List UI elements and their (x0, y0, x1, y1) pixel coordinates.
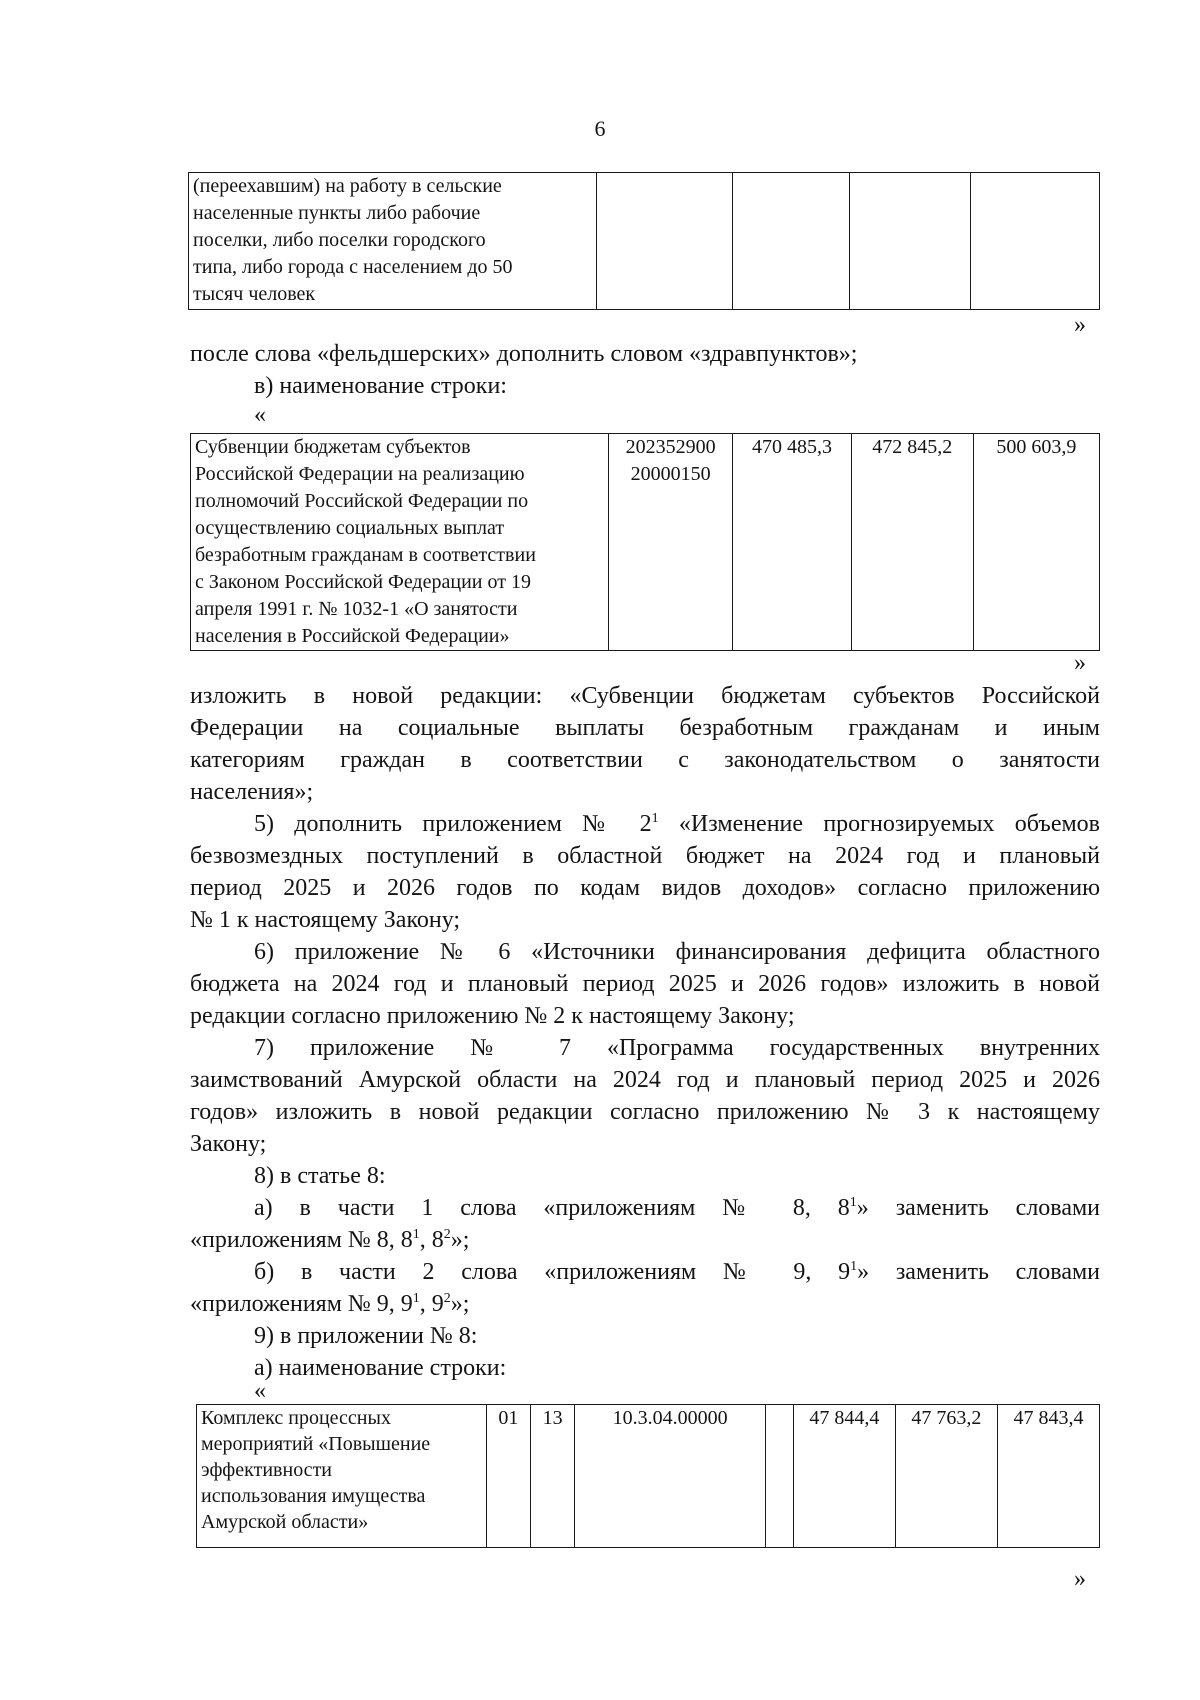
paragraph-line: период 2025 и 2026 годов по кодам видов доходов» согласно приложению (190, 875, 1100, 901)
value-cell-2025: 47 763,2 (895, 1405, 997, 1548)
open-quote: « (254, 1378, 266, 1404)
item-9a-line: а) наименование строки: (254, 1355, 507, 1381)
value-cell-2026 (971, 173, 1100, 310)
list-item-v: в) наименование строки: (254, 373, 507, 399)
paragraph-line: населения»; (190, 779, 314, 805)
paragraph-line: категориям граждан в соответствии с законодательством о занятости (190, 747, 1100, 773)
expense-type-cell (765, 1405, 793, 1548)
paragraph-line: «приложениям № 8, $8^1$, $8^2$»; (190, 1227, 470, 1253)
section-cell: 01 (486, 1405, 530, 1548)
paragraph-line: «приложениям № 9, $9^1$, $9^2$»; (190, 1291, 470, 1317)
paragraph-line: редакции согласно приложению № 2 к настоящему Закону; (190, 1003, 795, 1029)
item-8-line: 8) в статье 8: (254, 1163, 386, 1189)
close-quote: » (1074, 312, 1086, 338)
table-fragment-1 (188, 172, 1100, 310)
paragraph-line: изложить в новой редакции: «Субвенции бюджетам субъектов Российской (190, 683, 1100, 709)
item-8b-line (190, 1256, 1100, 1288)
paragraph-line: годов» изложить в новой редакции согласно приложению № 3 к настоящему (190, 1099, 1100, 1125)
item-7-line: 7) приложение № 7 «Программа государственных внутренних (254, 1035, 1100, 1061)
table-row (191, 434, 1100, 651)
code-cell (596, 173, 733, 310)
item-8a-text: а) в части 1 слова «приложениям № 8, $8^1$» заменить словами (254, 1195, 1100, 1221)
table-fragment-2 (190, 433, 1100, 651)
row-name-text: Субвенции бюджетам субъектов Российской Федерации на реализацию полномочий Российской Федерации по осуществлению социальных выплат безработным гражданам в соответствии с Законом Российской Федерации от 19 апреля 1991 г. № 1032-1 «О занятости населения в Российской Федерации» (195, 436, 536, 647)
value-cell-2025 (850, 173, 971, 310)
row-name-cell (189, 173, 597, 310)
item-6-line: 6) приложение № 6 «Источники финансирования дефицита областного (254, 939, 1100, 965)
value-cell-2026: 500 603,9 (973, 434, 1099, 651)
item-9-line: 9) в приложении № 8: (254, 1323, 478, 1349)
table-fragment-3 (196, 1404, 1100, 1548)
row-name-cell (197, 1405, 487, 1548)
budget-code: 202352900 20000150 (625, 436, 716, 485)
row-name-text: (переехавшим) на работу в сельские населенные пункты либо рабочие поселки, либо поселки городского типа, либо города с населением до 50 тысяч человек (193, 175, 513, 305)
close-quote: » (1074, 1566, 1086, 1592)
value-cell-2025: 472 845,2 (851, 434, 973, 651)
item-5-line (190, 808, 1100, 840)
item-8b-text: б) в части 2 слова «приложениям № 9, $9^1$» заменить словами (254, 1259, 1100, 1285)
table-row (197, 1405, 1100, 1548)
code-cell (608, 434, 733, 651)
paragraph-line: № 1 к настоящему Закону; (190, 907, 461, 933)
value-cell-2026: 47 843,4 (997, 1405, 1099, 1548)
open-quote: « (254, 402, 266, 428)
subsection-cell: 13 (530, 1405, 574, 1548)
paragraph-line: бюджета на 2024 год и плановый период 2025 и 2026 годов» изложить в новой (190, 971, 1100, 997)
value-cell-2024: 47 844,4 (793, 1405, 895, 1548)
row-name-cell (191, 434, 609, 651)
row-name-text: Комплекс процессных мероприятий «Повышение эффективности использования имущества Амурской области» (201, 1407, 431, 1533)
target-article-cell: 10.3.04.00000 (575, 1405, 766, 1548)
page-number: 6 (594, 116, 606, 141)
close-quote: » (1074, 650, 1086, 676)
text-line: после слова «фельдшерских» дополнить словом «здравпунктов»; (190, 341, 858, 367)
paragraph-line: Закону; (190, 1131, 267, 1157)
table-row (189, 173, 1100, 310)
paragraph-line: безвозмездных поступлений в областной бюджет на 2024 год и плановый (190, 843, 1100, 869)
item-5-text: 5) дополнить приложением № $2^1$ «Изменение прогнозируемых объемов (254, 811, 1100, 837)
item-8a-line (190, 1192, 1100, 1224)
value-cell-2024 (733, 173, 850, 310)
value-cell-2024: 470 485,3 (733, 434, 851, 651)
paragraph-line: заимствований Амурской области на 2024 год и плановый период 2025 и 2026 (190, 1067, 1100, 1093)
paragraph-line: Федерации на социальные выплаты безработным гражданам и иным (190, 715, 1100, 741)
